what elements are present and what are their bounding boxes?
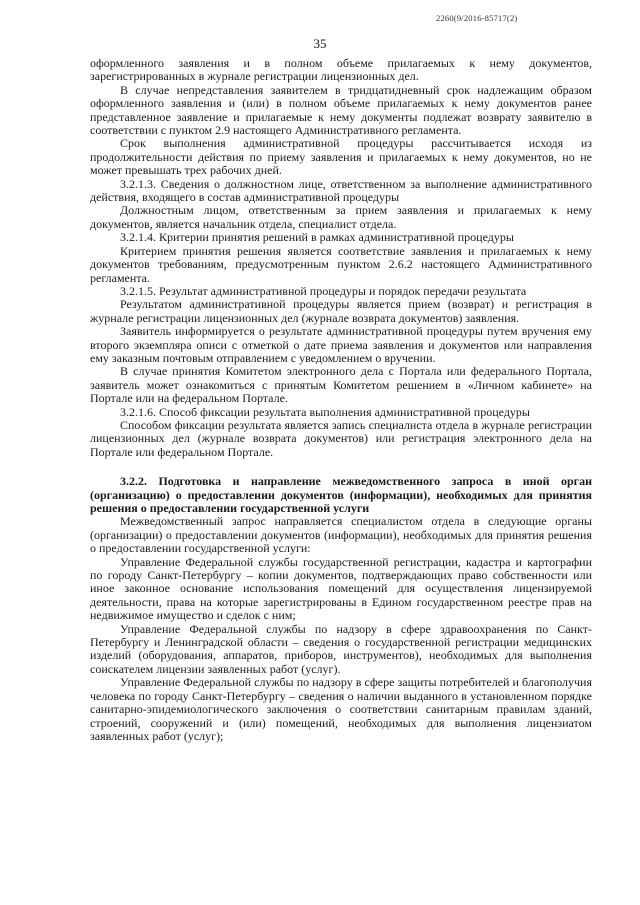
paragraph: Способом фиксации результата является запись специалиста отдела в журнале регистрации лицензионных дел (журнале возврата документов) или регистрация электронного дела на Портале или федеральном Портале. bbox=[90, 417, 592, 459]
subsection-heading: 3.2.1.5. Результат административной процедуры и порядок передачи результата bbox=[120, 283, 527, 298]
paragraph: Результатом административной процедуры является прием (возврат) и регистрация в журнале регистрации лицензионных дел (журнале возврата документов) заявления. bbox=[90, 297, 592, 325]
document-id: 2260(9/2016-85717(2) bbox=[436, 13, 518, 23]
paragraph: Срок выполнения административной процедуры рассчитывается исходя из продолжительности действия по приему заявления и прилагаемых к нему документов, но не может превышать трех рабочих дней. bbox=[90, 136, 592, 178]
paragraph: Межведомственный запрос направляется специалистом отдела в следующие органы (организации) о предоставлении документов (информации), необходимых для принятия решения о предоставлении государственной услуги: bbox=[90, 514, 592, 556]
document-body bbox=[90, 57, 592, 743]
paragraph: Заявитель информируется о результате административной процедуры путем вручения ему второго экземпляра описи с отметкой о дате приема заявления и документов или направления ему заказным почтовым отправлением с уведомлением о вручении. bbox=[90, 324, 592, 365]
section-heading: 3.2.2. Подготовка и направление межведомственного запроса в иной орган (организацию) о предоставлении документов (информации), необходимых для принятия решения о предоставлении государственной услуги bbox=[90, 474, 592, 515]
paragraph: Критерием принятия решения является соответствие заявления и прилагаемых к нему документов требованиям, предусмотренным пунктом 2.6.2 настоящего Административного регламента. bbox=[90, 243, 592, 285]
subsection-heading: 3.2.1.3. Сведения о должностном лице, ответственном за выполнение административного действия, входящего в состав административной процедуры bbox=[90, 176, 592, 205]
subsection-heading: 3.2.1.6. Способ фиксации результата выполнения административной процедуры bbox=[120, 404, 530, 419]
paragraph: Управление Федеральной службы по надзору в сфере защиты потребителей и благополучия человека по городу Санкт-Петербургу – сведения о наличии выданного в установленном порядке санитарно-эпидемиологического заключения о соответствии санитарным правилам зданий, строений, сооружений и (или) помещений, необходимых для выполнения лицензиатом заявленных работ (услуг); bbox=[90, 675, 592, 743]
paragraph: оформленного заявления и в полном объеме прилагаемых к нему документов, зарегистрированных в журнале регистрации лицензионных дел. bbox=[90, 56, 592, 84]
paragraph: В случае принятия Комитетом электронного дела с Портала или федерального Портала, заявитель может ознакомиться с принятым Комитетом решением в «Личном кабинете» на Портале или на федеральном Портале. bbox=[90, 364, 592, 406]
paragraph: Управление Федеральной службы государственной регистрации, кадастра и картографии по городу Санкт-Петербургу – копии документов, подтверждающих право собственности или иное законное основание использования помещений для осуществления лицензируемой деятельности, права на которые зарегистрированы в Едином государственном реестре прав на недвижимое имущество и сделок с ним; bbox=[90, 554, 592, 623]
page-number: 35 bbox=[313, 36, 327, 51]
subsection-heading: 3.2.1.4. Критерии принятия решений в рамках административной процедуры bbox=[120, 230, 514, 245]
paragraph: В случае непредставления заявителем в тридцатидневный срок надлежащим образом оформленного заявления и (или) в полном объеме прилагаемых к нему документов ранее представленное заявление и прилагаемые к нему документы подлежат возврату заявителю в соответствии с пунктом 2.9 настоящего Административного регламента. bbox=[90, 82, 592, 138]
paragraph: Управление Федеральной службы по надзору в сфере здравоохранения по Санкт-Петербургу и Ленинградской области – сведения о государственной регистрации медицинских изделий (оборудования, аппаратов, приборов, инструментов), необходимых для выполнения соискателем лицензии заявленных работ (услуг). bbox=[90, 621, 592, 676]
paragraph: Должностным лицом, ответственным за прием заявления и прилагаемых к нему документов, является начальник отдела, специалист отдела. bbox=[90, 203, 592, 231]
